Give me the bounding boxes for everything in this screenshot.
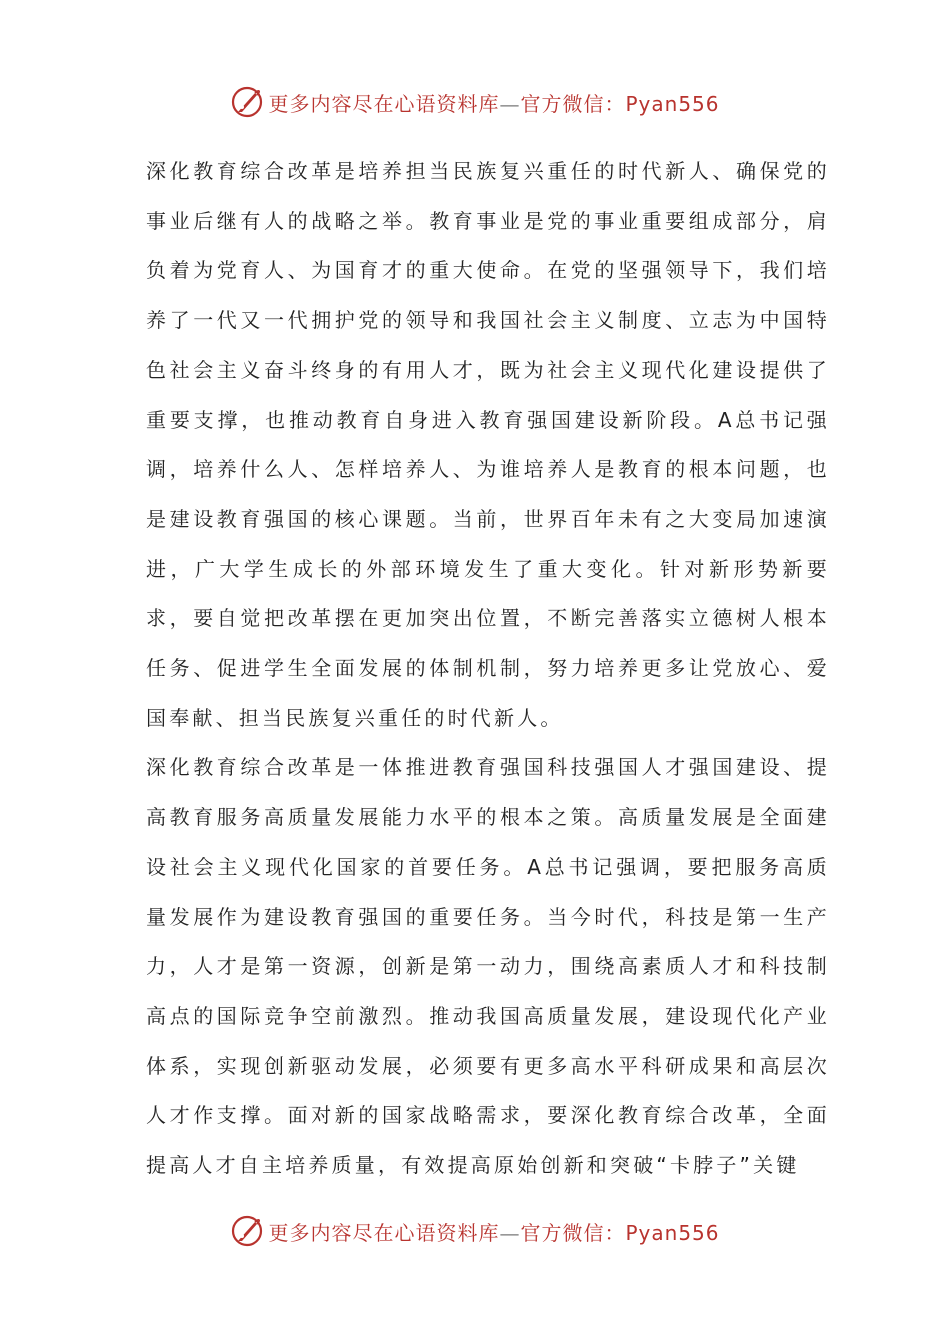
watermark-contact-label: 官方微信：	[520, 91, 626, 116]
watermark-text	[268, 1217, 719, 1246]
watermark-contact-label: 官方微信：	[520, 1220, 626, 1245]
watermark-separator: —	[499, 91, 521, 116]
watermark-contact-id: Pyan556	[625, 1220, 720, 1245]
document-body	[146, 147, 830, 1191]
watermark-text	[268, 88, 719, 117]
quill-pen-logo-icon	[230, 85, 264, 119]
paragraph-2: 深化教育综合改革是一体推进教育强国科技强国人才强国建设、提高教育服务高质量发展能力水平的根本之策。高质量发展是全面建设社会主义现代化国家的首要任务。A总书记强调，要把服务高质量发展作为建设教育强国的重要任务。当今时代，科技是第一生产力，人才是第一资源，创新是第一动力，围绕高素质人才和科技制高点的国际竞争空前激烈。推动我国高质量发展，建设现代化产业体系，实现创新驱动发展，必须要有更多高水平科研成果和高层次人才作支撑。面对新的国家战略需求，要深化教育综合改革，全面提高人才自主培养质量，有效提高原始创新和突破“卡脖子”关键	[146, 755, 830, 1178]
footer-watermark	[0, 1211, 950, 1251]
paragraph-1: 深化教育综合改革是培养担当民族复兴重任的时代新人、确保党的事业后继有人的战略之举。教育事业是党的事业重要组成部分，肩负着为党育人、为国育才的重大使命。在党的坚强领导下，我们培养了一代又一代拥护党的领导和我国社会主义制度、立志为中国特色社会主义奋斗终身的有用人才，既为社会主义现代化建设提供了重要支撑，也推动教育自身进入教育强国建设新阶段。A总书记强调，培养什么人、怎样培养人、为谁培养人是教育的根本问题，也是建设教育强国的核心课题。当前，世界百年未有之大变局加速演进，广大学生成长的外部环境发生了重大变化。针对新形势新要求，要自觉把改革摆在更加突出位置，不断完善落实立德树人根本任务、促进学生全面发展的体制机制，努力培养更多让党放心、爱国奉献、担当民族复兴重任的时代新人。	[146, 159, 830, 730]
watermark-separator: —	[499, 1220, 521, 1245]
quill-pen-logo-icon	[230, 1214, 264, 1248]
header-watermark	[0, 82, 950, 122]
watermark-brand: 更多内容尽在心语资料库	[268, 91, 500, 116]
watermark-brand: 更多内容尽在心语资料库	[268, 1220, 500, 1245]
watermark-contact-id: Pyan556	[625, 91, 720, 116]
